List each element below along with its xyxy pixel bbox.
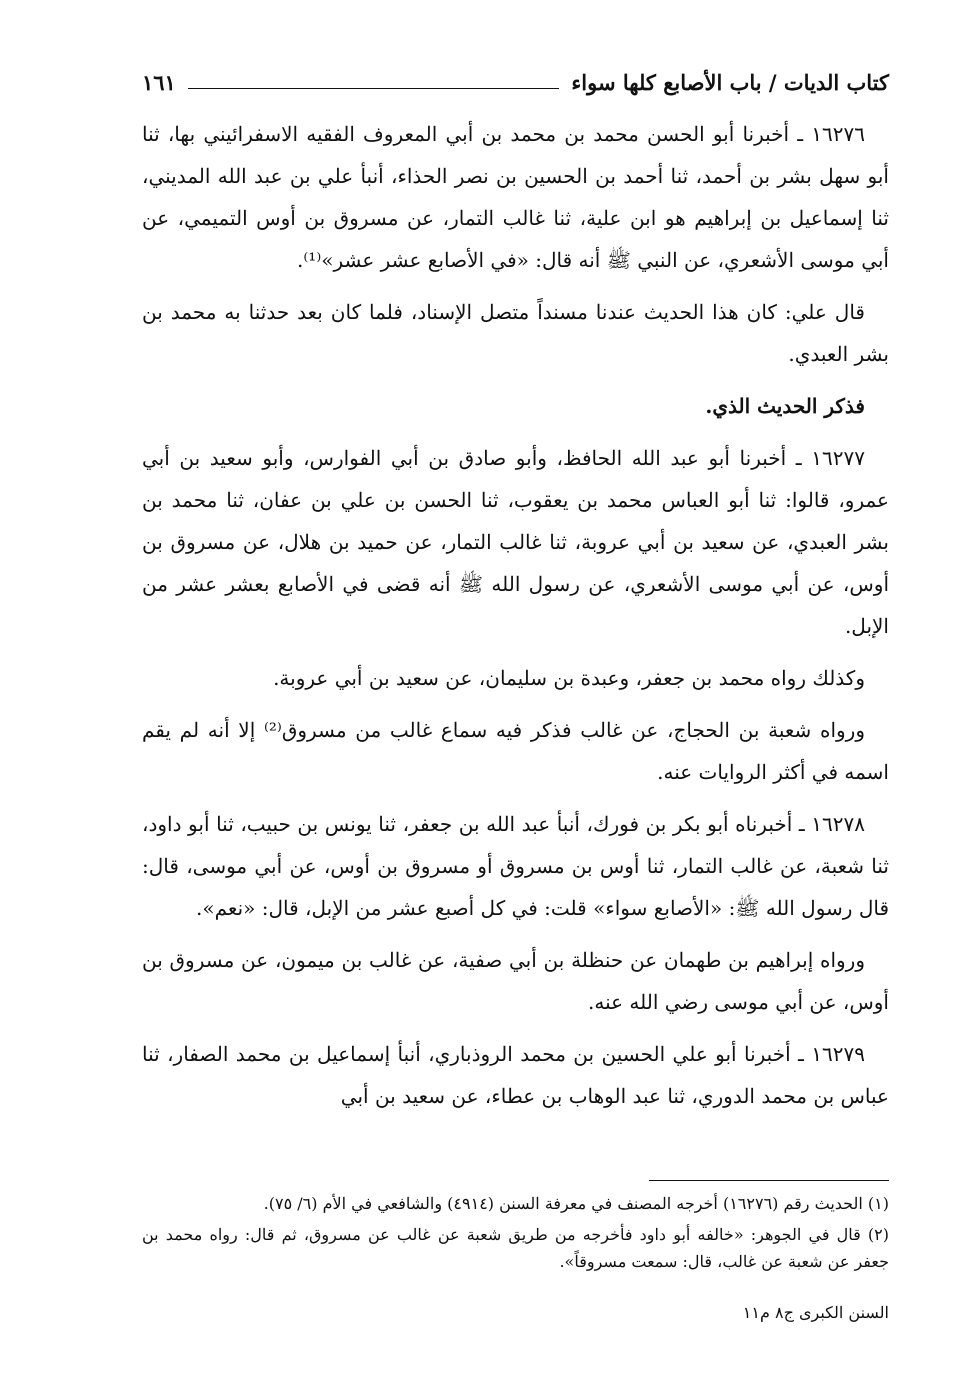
footnote-divider bbox=[649, 1180, 889, 1181]
printer-signature: السنن الكبرى ج٨ م١١ bbox=[742, 1303, 889, 1322]
footnotes bbox=[142, 1190, 889, 1279]
hadith-16279: ١٦٢٧٩ ـ أخبرنا أبو علي الحسين بن محمد الروذباري، أنبأ إسماعيل بن محمد الصفار، ثنا عباس بن محمد الدوري، ثنا عبد الوهاب بن عطاء، عن سعيد بن أبي bbox=[142, 1042, 889, 1108]
footnote-2: (٢) قال في الجوهر: «خالفه أبو داود فأخرجه من طريق شعبة عن غالب عن مسروق، ثم قال: رواه محمد بن جعفر عن شعبة عن غالب، قال: سمعت مسروقاً». bbox=[142, 1225, 889, 1271]
hadith-16276: ١٦٢٧٦ ـ أخبرنا أبو الحسن محمد بن محمد بن أبي المعروف الفقيه الاسفرائيني بها، ثنا أبو سهل بشر بن أحمد، ثنا أحمد بن الحسين بن نصر الحذاء، أنبأ علي بن عبد الله المديني، ثنا إسماعيل بن إبراهيم هو ابن علية، ثنا غالب التمار، عن مسروق بن أوس التميمي، عن أبي موسى الأشعري، عن النبي ﷺ أنه قال: «في الأصابع عشر عشر»⁽¹⁾. bbox=[142, 122, 889, 272]
comment-ibrahim: ورواه إبراهيم بن طهمان عن حنظلة بن أبي صفية، عن غالب بن ميمون، عن مسروق بن أوس، عن أبي موسى رضي الله عنه. bbox=[142, 948, 889, 1014]
footnote-1: (١) الحديث رقم (١٦٢٧٦) أخرجه المصنف في معرفة السنن (٤٩١٤) والشافعي في الأم (٦/ ٧٥). bbox=[263, 1194, 889, 1213]
comment-dhikr: فذكر الحديث الذي. bbox=[705, 394, 865, 418]
chapter-title: كتاب الديات / باب الأصابع كلها سواء bbox=[571, 69, 889, 95]
comment-shuba: ورواه شعبة بن الحجاج، عن غالب فذكر فيه سماع غالب من مسروق⁽²⁾ إلا أنه لم يقم اسمه في أكثر الروايات عنه. bbox=[142, 718, 889, 784]
hadith-16278: ١٦٢٧٨ ـ أخبرناه أبو بكر بن فورك، أنبأ عبد الله بن جعفر، ثنا يونس بن حبيب، ثنا أبو داود، ثنا شعبة، عن غالب التمار، ثنا أوس بن مسروق أو مسروق بن أوس، عن أبي موسى، قال: قال رسول الله ﷺ: «الأصابع سواء» قلت: في كل أصبع عشر من الإبل، قال: «نعم». bbox=[142, 812, 889, 920]
running-header bbox=[142, 62, 889, 102]
page-number: ١٦١ bbox=[142, 69, 176, 95]
header-rule bbox=[188, 88, 560, 89]
main-text bbox=[142, 113, 889, 1127]
comment-rawahu: وكذلك رواه محمد بن جعفر، وعبدة بن سليمان، عن سعيد بن أبي عروبة. bbox=[273, 666, 865, 690]
comment-ali: قال علي: كان هذا الحديث عندنا مسنداً متصل الإسناد، فلما كان بعد حدثنا به محمد بن بشر العبدي. bbox=[142, 300, 889, 366]
hadith-16277: ١٦٢٧٧ ـ أخبرنا أبو عبد الله الحافظ، وأبو صادق بن أبي الفوارس، وأبو سعيد بن أبي عمرو، قالوا: ثنا أبو العباس محمد بن يعقوب، ثنا الحسن بن علي بن عفان، ثنا محمد بن بشر العبدي، عن سعيد بن أبي عروبة، ثنا غالب التمار، عن حميد بن هلال، عن مسروق بن أوس، عن أبي موسى الأشعري، عن رسول الله ﷺ أنه قضى في الأصابع بعشر عشر من الإبل. bbox=[142, 446, 889, 638]
